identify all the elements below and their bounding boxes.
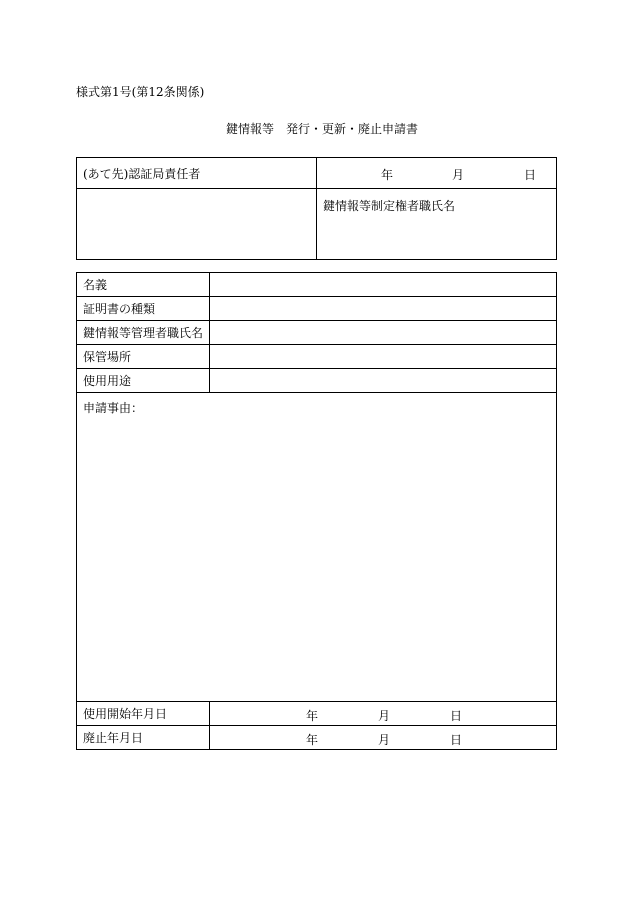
name-input[interactable] xyxy=(210,273,557,297)
document-title: 鍵情報等 発行・更新・廃止申請書 xyxy=(225,122,418,136)
addressee-label: (あて先)認証局責任者 xyxy=(83,166,201,181)
usage-input[interactable] xyxy=(210,369,557,393)
field-label-reason: 申請事由： xyxy=(83,401,144,415)
table-row xyxy=(77,369,557,393)
table-row xyxy=(77,273,557,297)
abolish-year-label: 年 xyxy=(306,733,319,747)
field-label-usage: 使用用途 xyxy=(77,369,210,393)
start-month-label: 月 xyxy=(378,709,391,723)
start-date-input[interactable] xyxy=(210,702,557,726)
date-year-label: 年 xyxy=(381,168,394,182)
table-row xyxy=(77,726,557,750)
storage-input[interactable] xyxy=(210,345,557,369)
start-year-label: 年 xyxy=(306,709,319,723)
date-month-label: 月 xyxy=(452,168,465,182)
addressee-table xyxy=(76,157,557,260)
table-row xyxy=(77,321,557,345)
abolish-date-input[interactable] xyxy=(210,726,557,750)
field-label-abolish-date: 廃止年月日 xyxy=(77,726,210,750)
start-day-label: 日 xyxy=(450,709,463,723)
field-label-manager: 鍵情報等管理者職氏名 xyxy=(77,321,210,345)
reason-field[interactable] xyxy=(77,393,557,702)
form-number: 様式第1号(第12条関係) xyxy=(76,85,205,99)
table-row xyxy=(77,393,557,702)
manager-input[interactable] xyxy=(210,321,557,345)
field-label-storage: 保管場所 xyxy=(77,345,210,369)
cert-type-input[interactable] xyxy=(210,297,557,321)
applicant-label: 鍵情報等制定権者職氏名 xyxy=(323,199,456,213)
field-label-start-date: 使用開始年月日 xyxy=(77,702,210,726)
applicant-name-field[interactable] xyxy=(317,189,557,260)
abolish-month-label: 月 xyxy=(378,733,391,747)
application-details-table xyxy=(76,272,557,750)
field-label-name: 名義 xyxy=(77,273,210,297)
date-day-label: 日 xyxy=(524,168,537,182)
addressee-cell xyxy=(77,158,317,189)
table-row xyxy=(77,345,557,369)
table-row xyxy=(77,297,557,321)
table-row xyxy=(77,702,557,726)
blank-cell xyxy=(77,189,317,260)
field-label-cert-type: 証明書の種類 xyxy=(77,297,210,321)
abolish-day-label: 日 xyxy=(450,733,463,747)
application-date-field[interactable] xyxy=(317,158,557,189)
